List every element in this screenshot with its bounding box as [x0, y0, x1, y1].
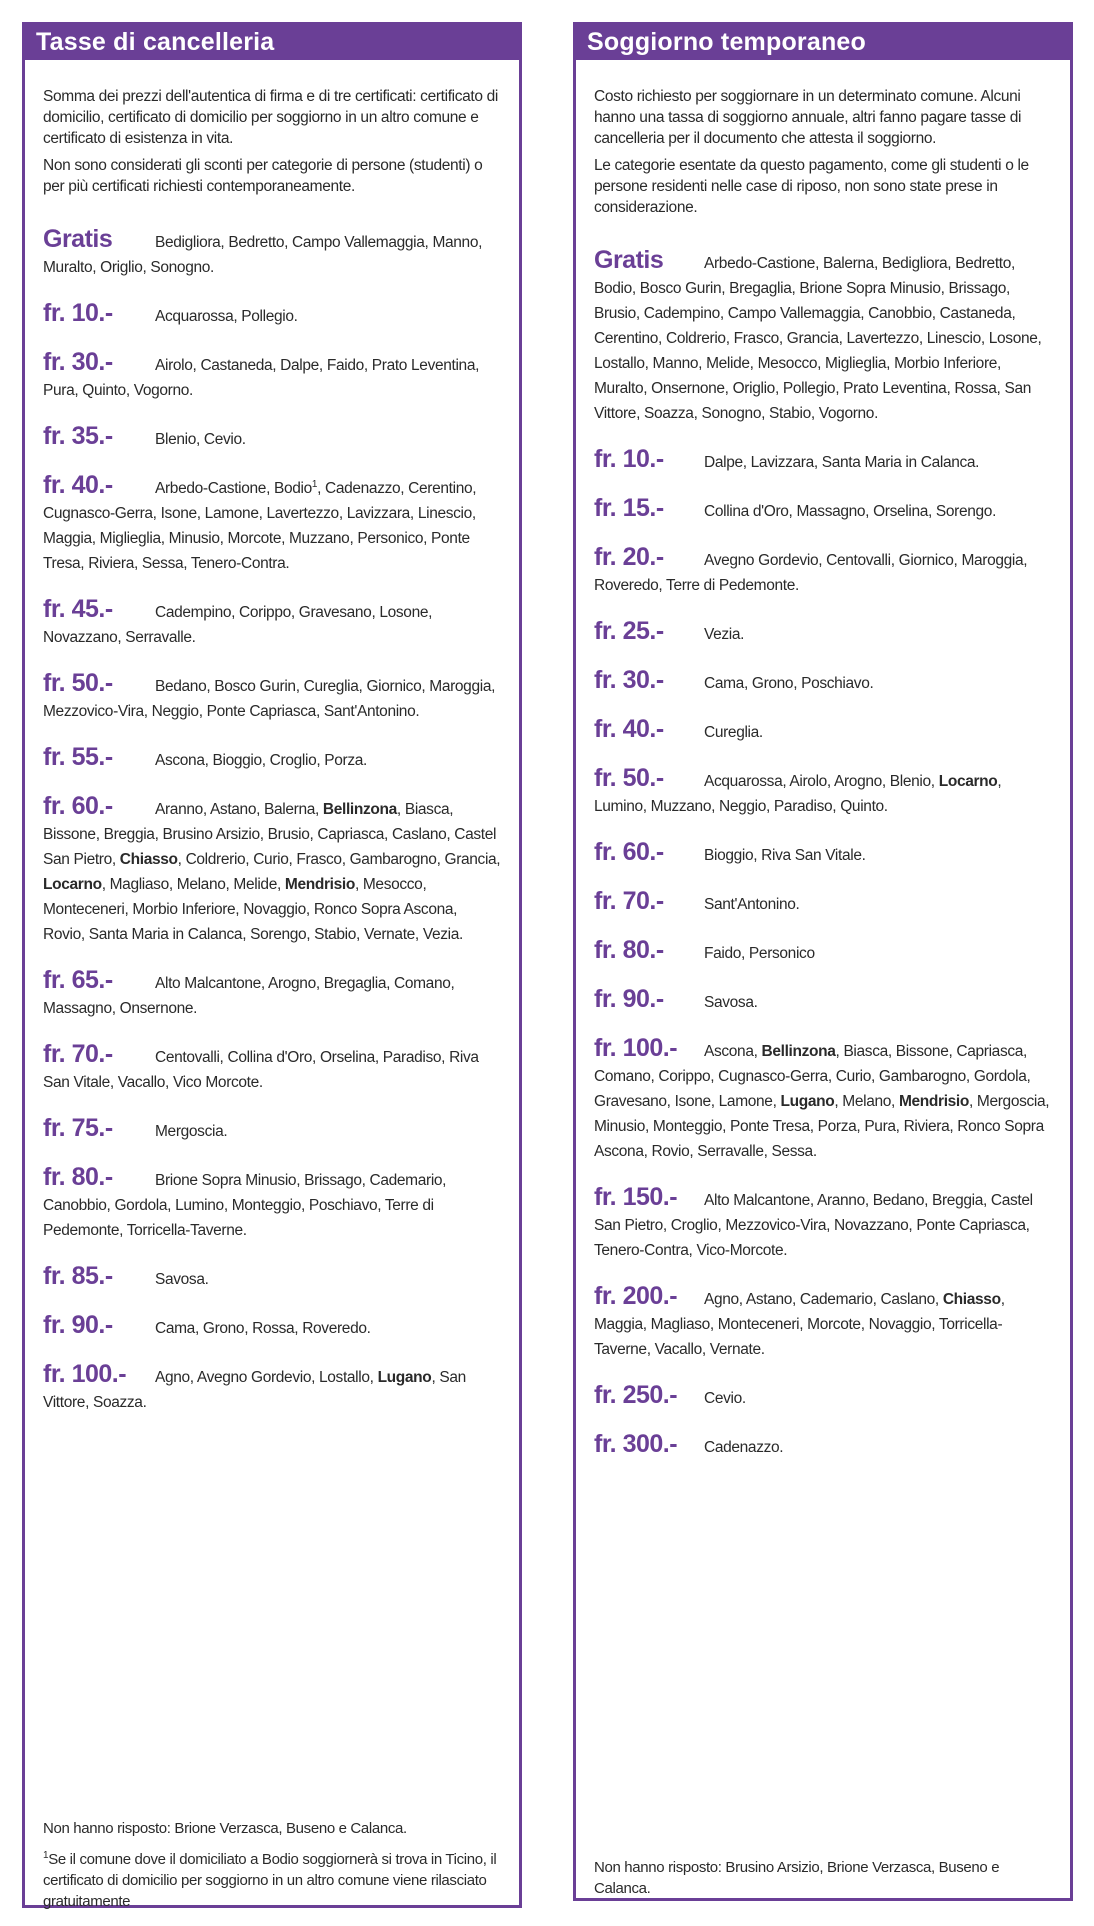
municipality-text: Bedigliora, Bedretto, Campo Vallemaggia, Manno, Muralto, Origlio, Sonogno.: [43, 234, 483, 276]
price-entry: [43, 1165, 501, 1243]
municipality-text: , Cadenazzo, Cerentino, Cugnasco-Gerra, Isone, Lamone, Lavertezzo, Lavizzara, Linescio, Maggia, Miglieglia, Minusio, Morcote, Muzzano, Personico, Ponte Tresa, Riviera, Sessa, Tenero-Contra.: [43, 480, 477, 572]
price-label: fr. 60.-: [594, 838, 664, 866]
no-answer-note: Non hanno risposto: Brusino Arsizio, Brione Verzasca, Buseno e Calanca.: [594, 1859, 1000, 1897]
price-entry: [43, 1042, 501, 1095]
price-entry: [43, 1362, 501, 1415]
price-entry: [594, 1036, 1052, 1164]
municipality-list: [704, 454, 979, 471]
price-entry: [43, 597, 501, 650]
price-label: fr. 30.-: [594, 666, 664, 694]
municipality-text: Arbedo-Castione, Bodio: [155, 480, 312, 497]
municipality-text: Sant'Antonino.: [704, 896, 800, 913]
price-entry: [43, 1264, 501, 1292]
municipality-bold: Chiasso: [119, 851, 178, 868]
municipality-text: Avegno Gordevio, Centovalli, Giornico, Maroggia, Roveredo, Terre di Pedemonte.: [594, 552, 1028, 594]
price-label: fr. 300.-: [594, 1430, 678, 1458]
municipality-bold: Locarno: [43, 876, 102, 893]
municipality-list: [704, 724, 763, 741]
municipality-text: Ascona, Bioggio, Croglio, Porza.: [155, 752, 367, 769]
municipality-list: [594, 255, 1041, 422]
price-label: fr. 75.-: [43, 1114, 113, 1142]
intro-paragraph: Le categorie esentate da questo pagamento, come gli studenti o le persone residenti nelle case di riposo, non sono state prese in considerazione.: [594, 157, 1029, 216]
price-entry: [594, 889, 1052, 917]
municipality-text: Arbedo-Castione, Balerna, Bedigliora, Bedretto, Bodio, Bosco Gurin, Bregaglia, Brione Sopra Minusio, Brissago, Brusio, Cadempino, Campo Vallemaggia, Canobbio, Castaneda, Cerentino, Coldrerio, Frasco, Grancia, Lavertezzo, Linescio, Losone, Lostallo, Manno, Melide, Mesocco, Miglieglia, Morbio Inferiore, Muralto, Onsernone, Origlio, Pollegio, Prato Leventina, Rossa, San Vittore, Soazza, Sonogno, Stabio, Vogorno.: [594, 255, 1042, 422]
price-entry: [594, 545, 1052, 598]
price-entry: [43, 794, 501, 947]
municipality-text: Cama, Grono, Rossa, Roveredo.: [155, 1320, 371, 1337]
municipality-bold: Mendrisio: [898, 1093, 969, 1110]
panel-soggiorno-temporaneo: [573, 22, 1073, 1901]
price-entry: [594, 766, 1052, 819]
municipality-list: [704, 847, 866, 864]
price-entry: [594, 496, 1052, 524]
intro-paragraph: Somma dei prezzi dell'autentica di firma e di tre certificati: certificato di domicilio, certificato di domicilio per soggiorno in un altro comune e certificato di esistenza in vita.: [43, 88, 498, 147]
municipality-bold: Mendrisio: [284, 876, 355, 893]
price-label: fr. 90.-: [594, 985, 664, 1013]
price-entry: [594, 938, 1052, 966]
price-label: fr. 100.-: [594, 1034, 678, 1062]
municipality-list: [704, 945, 815, 962]
price-label: fr. 150.-: [594, 1183, 678, 1211]
footnote-text: Se il comune dove il domiciliato a Bodio soggiornerà si trova in Ticino, il certificato di domicilio per soggiorno in un altro comune viene rilasciato gratuitamente: [43, 1851, 497, 1910]
panel-body: [25, 60, 519, 1415]
municipality-text: Aranno, Astano, Balerna,: [155, 801, 323, 818]
price-entry: [43, 424, 501, 452]
footer: [43, 1818, 505, 1922]
municipality-list: [43, 801, 500, 943]
price-label: fr. 60.-: [43, 792, 113, 820]
municipality-text: , Biasca, Bissone, Capriasca, Comano, Corippo, Cugnasco-Gerra, Curio, Gambarogno, Gordola, Gravesano, Isone, Lamone,: [594, 1043, 1031, 1110]
intro-paragraph: Costo richiesto per soggiornare in un determinato comune. Alcuni hanno una tassa di soggiorno annuale, altri fanno pagare tasse di cancelleria per il documento che attesta il soggiorno.: [594, 88, 1022, 147]
price-label: fr. 35.-: [43, 422, 113, 450]
municipality-bold: Locarno: [938, 773, 998, 790]
price-label: fr. 40.-: [594, 715, 664, 743]
no-answer-note: Non hanno risposto: Brione Verzasca, Buseno e Calanca.: [43, 1820, 407, 1837]
municipality-list: [155, 1320, 371, 1337]
price-entry: [594, 447, 1052, 475]
price-list: [43, 227, 501, 1415]
municipality-text: Centovalli, Collina d'Oro, Orselina, Paradiso, Riva San Vitale, Vacallo, Vico Morcote.: [43, 1049, 479, 1091]
price-entry: [43, 473, 501, 576]
price-label: fr. 10.-: [43, 299, 113, 327]
price-entry: [594, 840, 1052, 868]
municipality-text: , Lumino, Muzzano, Neggio, Paradiso, Quinto.: [594, 773, 1002, 815]
price-entry: [43, 301, 501, 329]
panel-tasse-cancelleria: [22, 22, 522, 1908]
municipality-text: Cevio.: [704, 1390, 746, 1407]
intro-paragraph: Non sono considerati gli sconti per categorie di persone (studenti) o per più certificati richiesti contemporaneamente.: [43, 157, 483, 195]
municipality-text: , Biasca, Bissone, Breggia, Brusino Arsizio, Brusio, Capriasca, Caslano, Castel San Pietro,: [43, 801, 497, 868]
price-label: fr. 65.-: [43, 966, 113, 994]
municipality-list: [155, 1123, 227, 1140]
price-entry: [594, 248, 1052, 426]
price-label: fr. 20.-: [594, 543, 664, 571]
municipality-text: Savosa.: [155, 1271, 209, 1288]
price-entry: [43, 1116, 501, 1144]
municipality-text: Acquarossa, Pollegio.: [155, 308, 298, 325]
municipality-text: Cadenazzo.: [704, 1439, 784, 1456]
municipality-text: Acquarossa, Airolo, Arogno, Blenio,: [704, 773, 939, 790]
municipality-text: Collina d'Oro, Massagno, Orselina, Sorengo.: [704, 503, 997, 520]
municipality-bold: Chiasso: [942, 1291, 1001, 1308]
price-label: Gratis: [43, 225, 113, 253]
municipality-text: Dalpe, Lavizzara, Santa Maria in Calanca.: [704, 454, 980, 471]
municipality-text: Bioggio, Riva San Vitale.: [704, 847, 866, 864]
municipality-bold: Lugano: [780, 1093, 835, 1110]
municipality-text: , San Vittore, Soazza.: [43, 1369, 466, 1411]
municipality-list: [704, 675, 873, 692]
price-entry: [43, 350, 501, 403]
municipality-text: , Magliaso, Melano, Melide,: [101, 876, 285, 893]
price-label: fr. 40.-: [43, 471, 113, 499]
price-label: fr. 85.-: [43, 1262, 113, 1290]
price-label: fr. 45.-: [43, 595, 113, 623]
price-label: fr. 15.-: [594, 494, 664, 522]
municipality-bold: Bellinzona: [761, 1043, 836, 1060]
price-label: fr. 200.-: [594, 1282, 678, 1310]
municipality-text: Brione Sopra Minusio, Brissago, Cademario, Canobbio, Gordola, Lumino, Monteggio, Poschiavo, Terre di Pedemonte, Torricella-Taverne.: [43, 1172, 447, 1239]
price-entry: [594, 619, 1052, 647]
municipality-list: [155, 308, 298, 325]
price-entry: [594, 1383, 1052, 1411]
municipality-text: Faido, Personico: [704, 945, 815, 962]
footer: [594, 1857, 1056, 1909]
price-entry: [43, 227, 501, 280]
price-label: fr. 70.-: [594, 887, 664, 915]
municipality-list: [155, 752, 367, 769]
municipality-list: [704, 1390, 746, 1407]
municipality-list: [704, 994, 758, 1011]
price-entry: [594, 717, 1052, 745]
municipality-list: [704, 626, 744, 643]
municipality-text: Ascona,: [704, 1043, 762, 1060]
municipality-text: Blenio, Cevio.: [155, 431, 246, 448]
municipality-text: , Mesocco, Monteceneri, Morbio Inferiore, Novaggio, Ronco Sopra Ascona, Rovio, Santa Maria in Calanca, Sorengo, Stabio, Vernate, Vezia.: [43, 876, 463, 943]
municipality-text: Cureglia.: [704, 724, 763, 741]
municipality-list: [155, 431, 246, 448]
price-entry: [594, 1185, 1052, 1263]
municipality-text: Mergoscia.: [155, 1123, 228, 1140]
price-label: fr. 25.-: [594, 617, 664, 645]
price-entry: [594, 987, 1052, 1015]
price-entry: [594, 1284, 1052, 1362]
price-label: fr. 10.-: [594, 445, 664, 473]
municipality-text: Agno, Avegno Gordevio, Lostallo,: [155, 1369, 378, 1386]
municipality-text: Alto Malcantone, Aranno, Bedano, Breggia, Castel San Pietro, Croglio, Mezzovico-Vira, Novazzano, Ponte Capriasca, Tenero-Contra, Vico-Morcote.: [594, 1192, 1033, 1259]
price-label: fr. 50.-: [594, 764, 664, 792]
municipality-text: Savosa.: [704, 994, 758, 1011]
municipality-bold: Lugano: [377, 1369, 432, 1386]
municipality-text: Vezia.: [704, 626, 745, 643]
price-label: fr. 70.-: [43, 1040, 113, 1068]
price-label: fr. 80.-: [594, 936, 664, 964]
municipality-list: [704, 503, 996, 520]
price-label: fr. 80.-: [43, 1163, 113, 1191]
price-entry: [594, 1432, 1052, 1460]
price-label: fr. 250.-: [594, 1381, 678, 1409]
footnote: [43, 1849, 505, 1912]
price-label: fr. 55.-: [43, 743, 113, 771]
municipality-list: [704, 896, 799, 913]
footnote-ref: 1: [311, 478, 318, 490]
price-label: fr. 90.-: [43, 1311, 113, 1339]
price-label: fr. 50.-: [43, 669, 113, 697]
price-entry: [43, 745, 501, 773]
municipality-text: Bedano, Bosco Gurin, Cureglia, Giornico, Maroggia, Mezzovico-Vira, Neggio, Ponte Capriasca, Sant'Antonino.: [43, 678, 496, 720]
price-entry: [43, 1313, 501, 1341]
price-label: Gratis: [594, 246, 664, 274]
municipality-text: Airolo, Castaneda, Dalpe, Faido, Prato Leventina, Pura, Quinto, Vogorno.: [43, 357, 480, 399]
price-entry: [43, 968, 501, 1021]
price-entry: [594, 668, 1052, 696]
price-label: fr. 30.-: [43, 348, 113, 376]
price-entry: [43, 671, 501, 724]
municipality-bold: Bellinzona: [322, 801, 397, 818]
municipality-list: [155, 1271, 209, 1288]
price-label: fr. 100.-: [43, 1360, 127, 1388]
panel-title: Soggiorno temporaneo: [575, 24, 1071, 60]
municipality-text: Cadempino, Corippo, Gravesano, Losone, Novazzano, Serravalle.: [43, 604, 433, 646]
municipality-text: , Coldrerio, Curio, Frasco, Gambarogno, Grancia,: [177, 851, 501, 868]
municipality-text: , Melano,: [834, 1093, 899, 1110]
municipality-text: Alto Malcantone, Arogno, Bregaglia, Comano, Massagno, Onsernone.: [43, 975, 455, 1017]
municipality-list: [704, 1439, 783, 1456]
footnote-mark: 1: [43, 1850, 49, 1861]
municipality-text: Agno, Astano, Cademario, Caslano,: [704, 1291, 943, 1308]
municipality-text: , Mergoscia, Minusio, Monteggio, Ponte Tresa, Porza, Pura, Riviera, Ronco Sopra Ascona, Rovio, Serravalle, Sessa.: [594, 1093, 1050, 1160]
municipality-text: , Maggia, Magliaso, Monteceneri, Morcote, Novaggio, Torricella-Taverne, Vacallo, Vernate.: [594, 1291, 1005, 1358]
panel-body: [576, 60, 1070, 1460]
municipality-text: Cama, Grono, Poschiavo.: [704, 675, 874, 692]
price-list: [594, 248, 1052, 1460]
panel-title: Tasse di cancelleria: [24, 24, 520, 60]
